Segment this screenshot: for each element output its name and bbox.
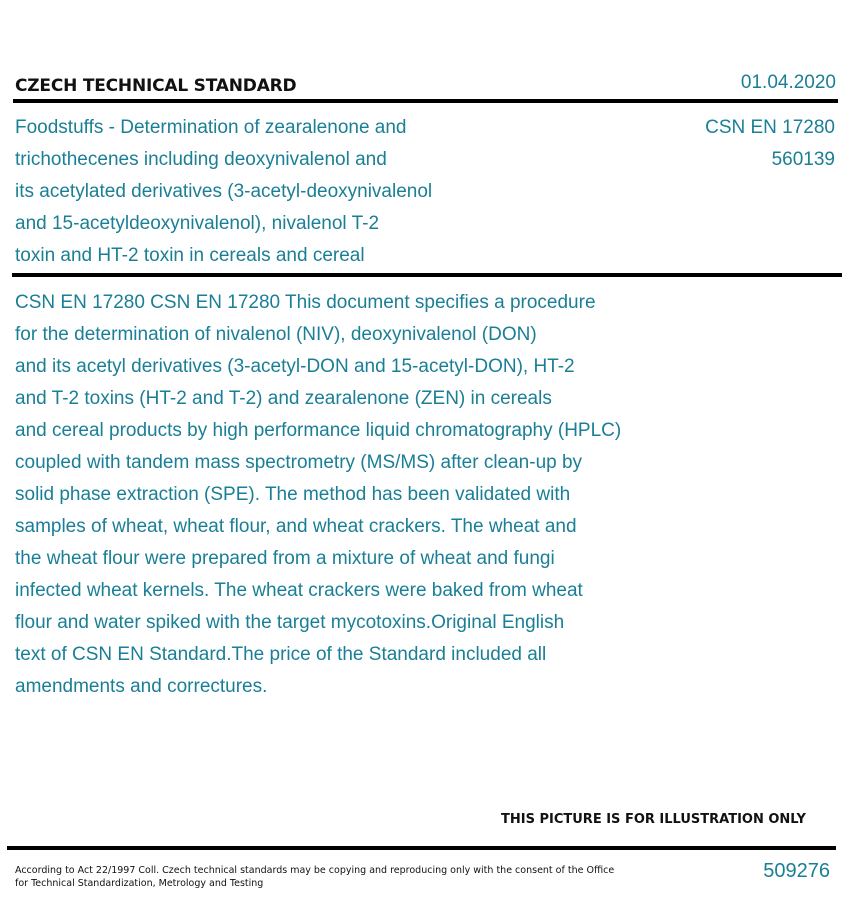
description-line: for the determination of nivalenol (NIV), deoxynivalenol (DON) bbox=[15, 324, 537, 345]
standard-description bbox=[15, 287, 715, 703]
legal-notice-line: for Technical Standardization, Metrology and Testing bbox=[15, 878, 264, 889]
description-line: CSN EN 17280 CSN EN 17280 This document specifies a procedure bbox=[15, 292, 596, 313]
illustration-disclaimer: THIS PICTURE IS FOR ILLUSTRATION ONLY bbox=[501, 812, 806, 827]
description-line: the wheat flour were prepared from a mixture of wheat and fungi bbox=[15, 548, 555, 569]
title-divider bbox=[12, 273, 842, 277]
footer-divider bbox=[7, 846, 836, 850]
title-line: toxin and HT-2 toxin in cereals and cereal bbox=[15, 245, 365, 266]
description-line: and cereal products by high performance liquid chromatography (HPLC) bbox=[15, 420, 622, 441]
title-line: its acetylated derivatives (3-acetyl-deoxynivalenol bbox=[15, 181, 433, 202]
title-line: Foodstuffs - Determination of zearalenone and bbox=[15, 117, 407, 138]
title-line: and 15-acetyldeoxynivalenol), nivalenol T-2 bbox=[15, 213, 380, 234]
publication-date: 01.04.2020 bbox=[740, 72, 836, 93]
description-line: solid phase extraction (SPE). The method has been validated with bbox=[15, 484, 571, 505]
description-line: flour and water spiked with the target mycotoxins.Original English bbox=[15, 612, 565, 633]
description-line: and T-2 toxins (HT-2 and T-2) and zearalenone (ZEN) in cereals bbox=[15, 388, 552, 409]
header-divider bbox=[13, 99, 838, 103]
description-line: amendments and correctures. bbox=[15, 676, 268, 697]
title-line: trichothecenes including deoxynivalenol and bbox=[15, 149, 387, 170]
description-line: coupled with tandem mass spectrometry (MS/MS) after clean-up by bbox=[15, 452, 583, 473]
description-line: and its acetyl derivatives (3-acetyl-DON and 15-acetyl-DON), HT-2 bbox=[15, 356, 575, 377]
catalog-number: 560139 bbox=[771, 149, 835, 170]
standard-code: CSN EN 17280 bbox=[705, 117, 835, 138]
description-line: infected wheat kernels. The wheat crackers were baked from wheat bbox=[15, 580, 583, 601]
description-line: text of CSN EN Standard.The price of the Standard included all bbox=[15, 644, 547, 665]
description-line: samples of wheat, wheat flour, and wheat crackers. The wheat and bbox=[15, 516, 577, 537]
legal-notice-line: According to Act 22/1997 Coll. Czech technical standards may be copying and reproducing only with the consent of the Office bbox=[15, 865, 615, 876]
document-type-label: CZECH TECHNICAL STANDARD bbox=[15, 76, 297, 96]
product-number: 509276 bbox=[763, 860, 830, 882]
legal-notice bbox=[15, 864, 615, 890]
